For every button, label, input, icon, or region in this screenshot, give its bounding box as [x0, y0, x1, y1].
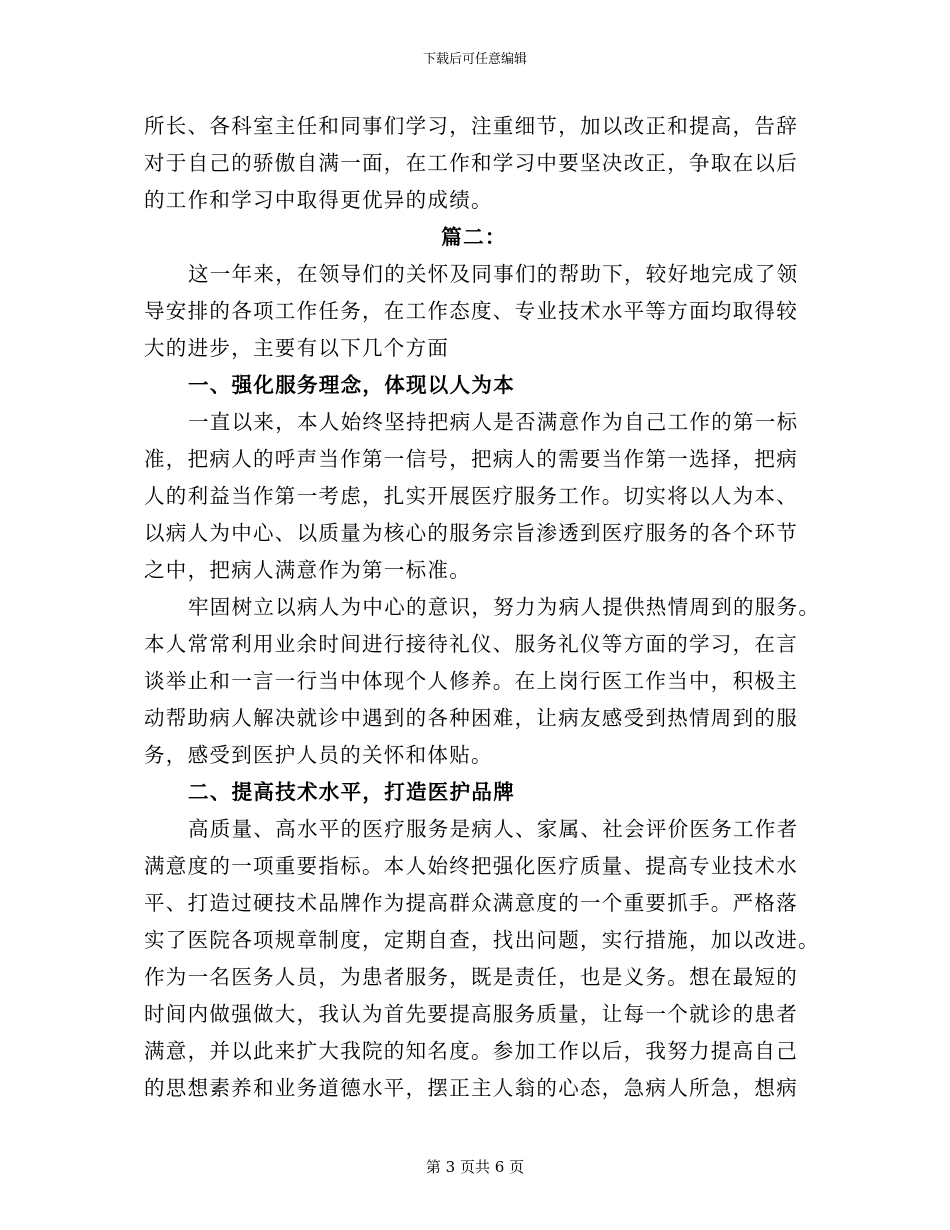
body-text-line: 满意，并以此来扩大我院的知名度。参加工作以后，我努力提高自己	[144, 1039, 798, 1063]
document-body	[144, 108, 821, 1107]
body-text-line: 实了医院各项规章制度，定期自查，找出问题，实行措施，加以改进。	[144, 928, 820, 952]
body-text-line: 时间内做强做大，我认为首先要提高服务质量，让每一个就诊的患者	[144, 1002, 798, 1026]
body-text-line: 对于自己的骄傲自满一面，在工作和学习中要坚决改正，争取在以后	[144, 151, 798, 175]
body-text-line: 高质量、高水平的医疗服务是病人、家属、社会评价医务工作者	[188, 817, 799, 841]
body-text-line: 满意度的一项重要指标。本人始终把强化医疗质量、提高专业技术水	[144, 854, 798, 878]
section-heading: 一、强化服务理念，体现以人为本	[188, 373, 515, 397]
body-text-line: 平、打造过硬技术品牌作为提高群众满意度的一个重要抓手。严格落	[144, 891, 798, 915]
body-text-line: 的工作和学习中取得更优异的成绩。	[144, 188, 493, 212]
section-title: 篇二：	[441, 225, 507, 249]
body-text-line: 牢固树立以病人为中心的意识，努力为病人提供热情周到的服务。	[188, 595, 821, 619]
body-text-line: 务，感受到医护人员的关怀和体贴。	[144, 743, 493, 767]
body-text-line: 谈举止和一言一行当中体现个人修养。在上岗行医工作当中，积极主	[144, 669, 798, 693]
body-text-line: 一直以来，本人始终坚持把病人是否满意作为自己工作的第一标	[188, 410, 799, 434]
body-text-line: 人的利益当作第一考虑，扎实开展医疗服务工作。切实将以人为本、	[144, 484, 798, 508]
body-text-line: 导安排的各项工作任务，在工作态度、专业技术水平等方面均取得较	[144, 299, 798, 323]
body-text-line: 所长、各科室主任和同事们学习，注重细节，加以改正和提高，告辞	[144, 114, 798, 138]
section-heading: 二、提高技术水平，打造医护品牌	[188, 780, 515, 804]
body-text-line: 之中，把病人满意作为第一标准。	[144, 558, 471, 582]
body-text-line: 准，把病人的呼声当作第一信号，把病人的需要当作第一选择，把病	[144, 447, 798, 471]
body-text-line: 这一年来，在领导们的关怀及同事们的帮助下，较好地完成了领	[188, 262, 799, 286]
body-text-line: 大的进步，主要有以下几个方面	[144, 336, 450, 360]
page-header: 下载后可任意编辑	[422, 52, 527, 67]
body-text-line: 作为一名医务人员，为患者服务，既是责任，也是义务。想在最短的	[144, 965, 798, 989]
body-text-line: 动帮助病人解决就诊中遇到的各种困难，让病友感受到热情周到的服	[144, 706, 798, 730]
body-text-line: 本人常常利用业余时间进行接待礼仪、服务礼仪等方面的学习，在言	[144, 632, 798, 656]
body-text-line: 以病人为中心、以质量为核心的服务宗旨渗透到医疗服务的各个环节	[144, 521, 798, 545]
body-text-line: 的思想素养和业务道德水平，摆正主人翁的心态，急病人所急，想病	[144, 1076, 798, 1100]
page-footer: 第 3 页共 6 页	[425, 1158, 525, 1176]
